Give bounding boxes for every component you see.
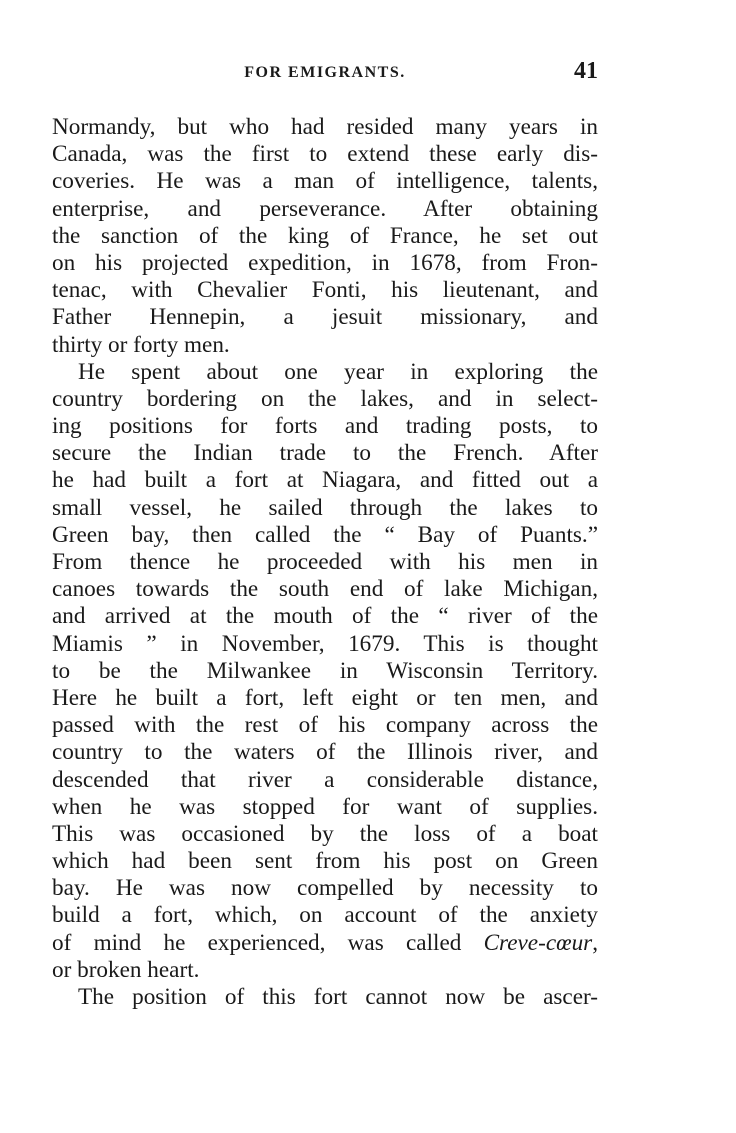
text-line: bay. He was now compelled by necessity to bbox=[52, 875, 598, 902]
text-line: and arrived at the mouth of the “ river of the bbox=[52, 603, 598, 630]
text-fragment: of mind he experienced, was called bbox=[52, 929, 484, 956]
running-head bbox=[52, 58, 598, 92]
running-title: FOR EMIGRANTS. bbox=[244, 64, 406, 81]
text-line: Canada, was the first to extend these early dis- bbox=[52, 141, 598, 168]
text-line: enterprise, and perseverance. After obtaining bbox=[52, 195, 598, 222]
text-line bbox=[52, 930, 598, 957]
text-line: canoes towards the south end of lake Michigan, bbox=[52, 576, 598, 603]
text-line: This was occasioned by the loss of a boat bbox=[52, 820, 598, 847]
paragraph-1 bbox=[52, 114, 598, 359]
text-line: From thence he proceeded with his men in bbox=[52, 549, 598, 575]
text-line: Green bay, then called the “ Bay of Puants.” bbox=[52, 521, 598, 548]
text-line: when he was stopped for want of supplies. bbox=[52, 793, 598, 820]
text-line: ing positions for forts and trading posts, to bbox=[52, 413, 598, 440]
book-page bbox=[52, 58, 598, 1011]
text-line: Here he built a fort, left eight or ten men, and bbox=[52, 684, 598, 711]
text-line: passed with the rest of his company across the bbox=[52, 712, 598, 739]
paragraph-3 bbox=[52, 984, 598, 1011]
text-line: country bordering on the lakes, and in select- bbox=[52, 385, 598, 412]
italic-term: Creve-cœur bbox=[483, 929, 593, 956]
text-line: Normandy, but who had resided many years in bbox=[52, 114, 598, 140]
text-line: He spent about one year in exploring the bbox=[78, 358, 598, 385]
text-line: tenac, with Chevalier Fonti, his lieutenant, and bbox=[52, 277, 598, 304]
paragraph-2 bbox=[52, 359, 598, 984]
text-line: on his projected expedition, in 1678, from Fron- bbox=[52, 249, 598, 276]
text-line: Miamis ” in November, 1679. This is thought bbox=[52, 630, 598, 657]
text-line: to be the Milwankee in Wisconsin Territory. bbox=[52, 657, 598, 684]
page-number: 41 bbox=[574, 58, 598, 84]
text-line: or broken heart. bbox=[52, 956, 200, 983]
text-line: thirty or forty men. bbox=[52, 331, 230, 358]
text-line: The position of this fort cannot now be ascer- bbox=[78, 984, 598, 1010]
text-line: small vessel, he sailed through the lakes to bbox=[52, 494, 598, 521]
text-line: the sanction of the king of France, he set out bbox=[52, 222, 598, 249]
text-line: descended that river a considerable distance, bbox=[52, 766, 598, 793]
text-fragment: , bbox=[592, 929, 598, 956]
text-line: build a fort, which, on account of the anxiety bbox=[52, 902, 598, 929]
text-line: secure the Indian trade to the French. After bbox=[52, 440, 598, 467]
text-line: country to the waters of the Illinois river, and bbox=[52, 739, 598, 766]
text-line: he had built a fort at Niagara, and fitted out a bbox=[52, 467, 598, 494]
text-line: which had been sent from his post on Green bbox=[52, 848, 598, 875]
text-body bbox=[52, 114, 598, 1011]
text-line: coveries. He was a man of intelligence, talents, bbox=[52, 168, 598, 195]
text-line: Father Hennepin, a jesuit missionary, and bbox=[52, 304, 598, 331]
